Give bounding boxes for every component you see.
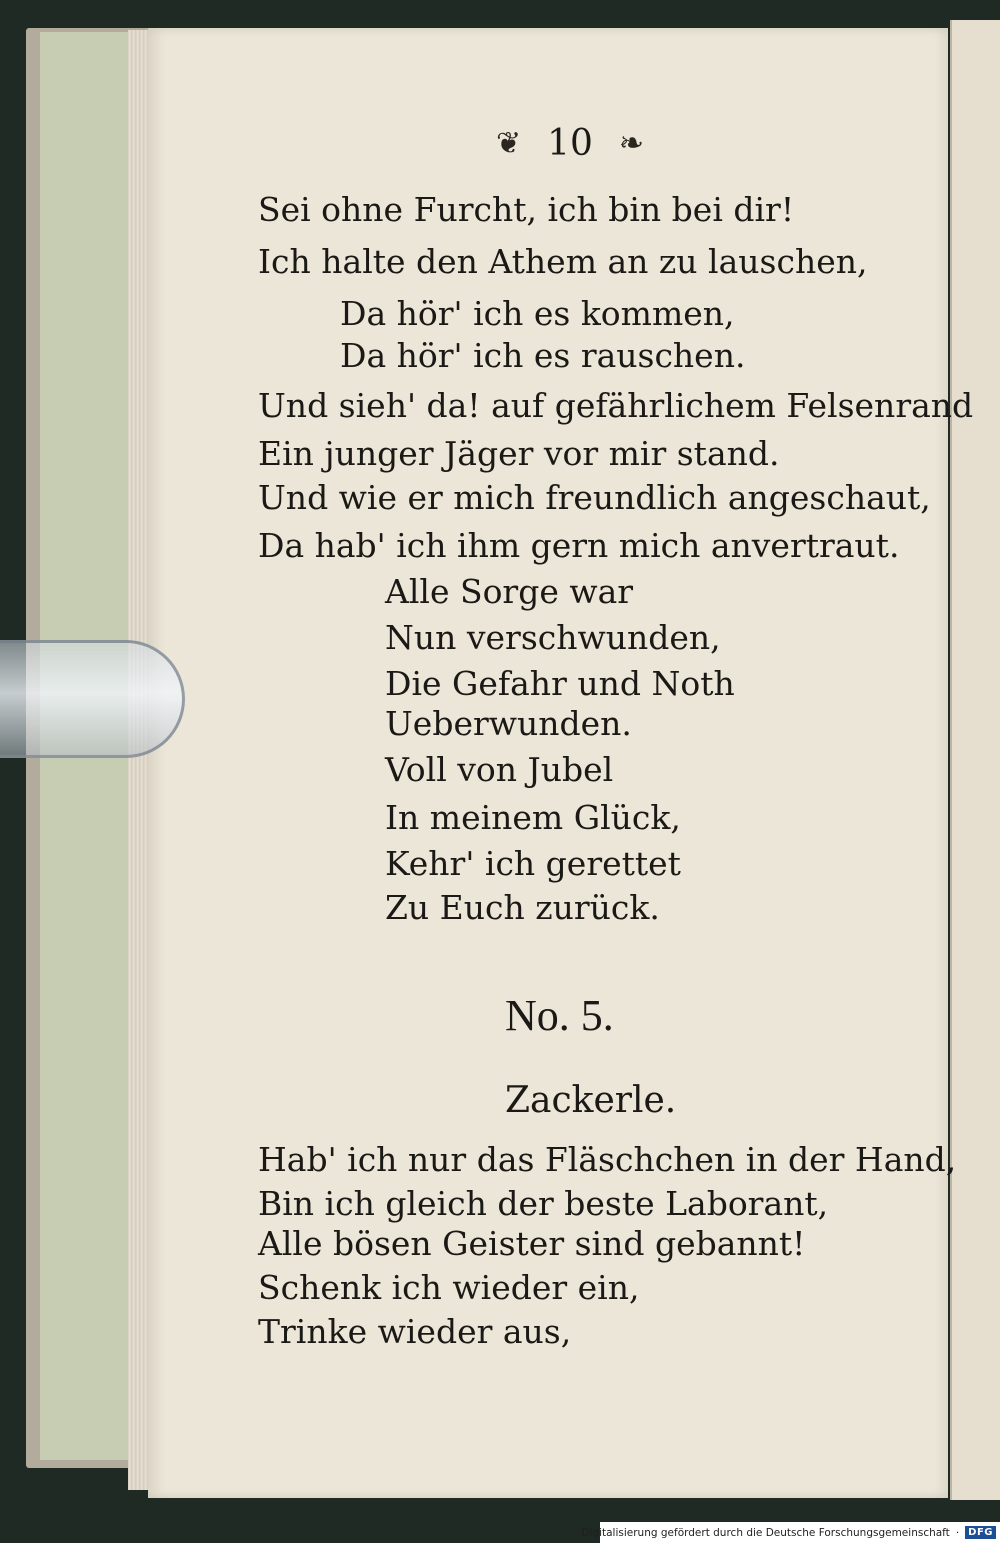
verse-line: Da hör' ich es rauschen.: [340, 336, 746, 375]
verse-line: Ueberwunden.: [385, 704, 632, 743]
verse-line: Schenk ich wieder ein,: [258, 1268, 640, 1307]
verse-line: Hab' ich nur das Fläschchen in der Hand,: [258, 1140, 957, 1179]
verse-line: Voll von Jubel: [385, 750, 614, 789]
verse-line: Und wie er mich freundlich angeschaut,: [258, 478, 931, 517]
verse-line: Nun verschwunden,: [385, 618, 721, 657]
verse-line: Die Gefahr und Noth: [385, 664, 735, 703]
glass-page-clip: [0, 640, 185, 758]
page-header: [440, 118, 700, 168]
page-number: 10: [547, 122, 593, 164]
verse-line: Trinke wieder aus,: [258, 1312, 572, 1351]
verse-line: Alle Sorge war: [385, 572, 634, 611]
verse-line: Ein junger Jäger vor mir stand.: [258, 434, 780, 473]
verse-line: Da hör' ich es kommen,: [340, 294, 735, 333]
separator: ·: [955, 1526, 960, 1539]
digitization-credit: Digitalisierung gefördert durch die Deutsche Forschungsgemeinschaft: [581, 1526, 950, 1539]
verse-line: Und sieh' da! auf gefährlichem Felsenrand: [258, 386, 974, 425]
verse-line: Zu Euch zurück.: [385, 888, 660, 927]
section-number: No. 5.: [505, 991, 614, 1040]
section-title: Zackerle.: [505, 1080, 677, 1121]
digitization-credit-bar: [581, 1522, 1000, 1543]
verse-line: Alle bösen Geister sind gebannt!: [258, 1224, 806, 1263]
adjacent-page: [950, 20, 1000, 1500]
verse-line: Kehr' ich gerettet: [385, 844, 681, 883]
floral-ornament-icon: ❧: [618, 125, 645, 161]
dfg-logo: DFG: [965, 1526, 996, 1539]
verse-line: Ich halte den Athem an zu lauschen,: [258, 242, 868, 281]
verse-line: In meinem Glück,: [385, 798, 681, 837]
verse-line: Sei ohne Furcht, ich bin bei dir!: [258, 190, 795, 229]
floral-ornament-icon: ❦: [495, 125, 522, 161]
verse-line: Bin ich gleich der beste Laborant,: [258, 1184, 829, 1223]
verse-line: Da hab' ich ihm gern mich anvertraut.: [258, 526, 900, 565]
